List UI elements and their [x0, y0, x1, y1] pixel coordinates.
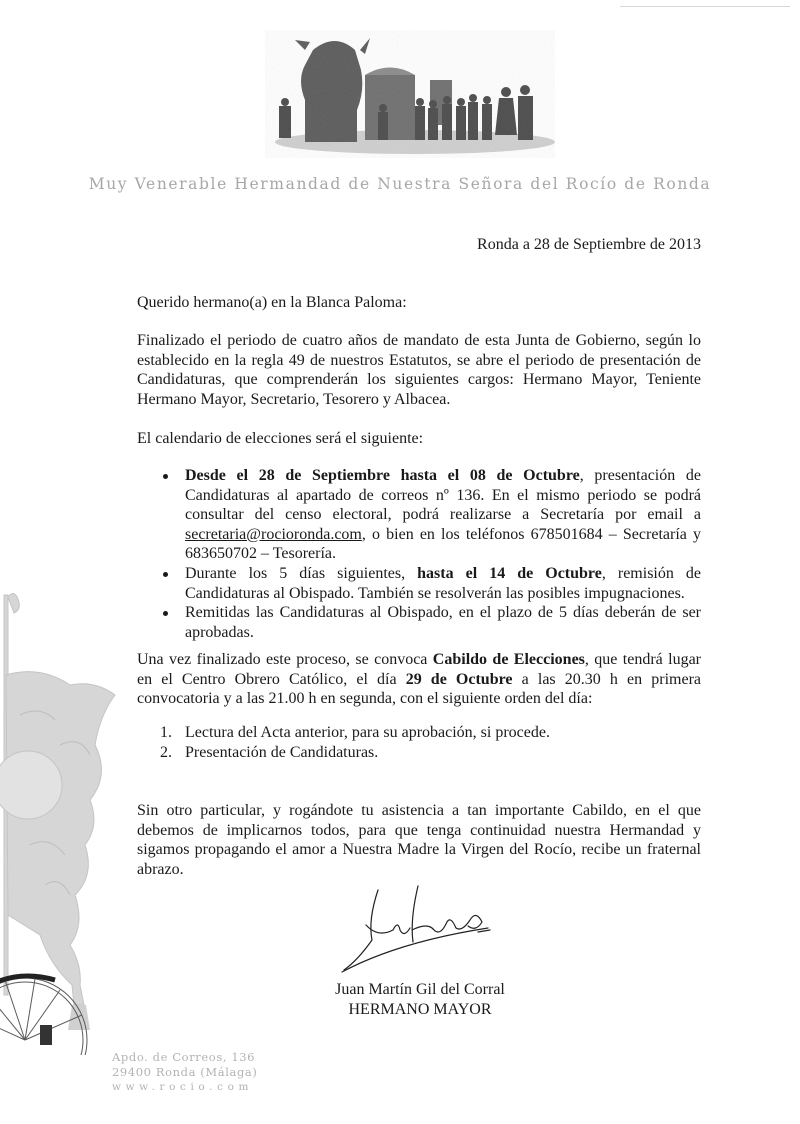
- footer-address: [112, 1050, 257, 1095]
- calendar-dates-bold: hasta el 14 de Octubre: [417, 564, 602, 582]
- text-run: , que tendrá lugar en el Centro Obrero Católico, el día: [137, 651, 702, 688]
- letter-date: Ronda a 28 de Septiembre de 2013: [477, 236, 701, 253]
- calendar-text: Remitidas las Candidaturas al Obispado, en el plazo de 5 días deberán de ser aprobadas.: [185, 604, 701, 641]
- agenda-list: [160, 723, 701, 762]
- agenda-number: 1.: [160, 724, 172, 741]
- agenda-text: Lectura del Acta anterior, para su aprobación, si procede.: [185, 724, 550, 741]
- bullet-icon: [163, 474, 168, 479]
- text-run: Una vez finalizado este proceso, se convoca: [137, 651, 433, 668]
- procession-photo-icon: [265, 30, 555, 158]
- paragraph-closing: Sin otro particular, y rogándote tu asistencia a tan importante Cabildo, en el que debemos de implicarnos todos, para que tenga continuidad nuestra Hermandad y sigamos propagando el amor a Nuestra Madre la Virgen del Rocío, recibe un fraternal abrazo.: [137, 802, 701, 878]
- calendar-text: , o bien en los teléfonos 678501684 – Secretaría y 683650702 – Tesorería.: [185, 525, 701, 563]
- footer-website: www.rocio.com: [112, 1081, 254, 1093]
- footer-city: 29400 Ronda (Málaga): [112, 1065, 258, 1079]
- organization-name: Muy Venerable Hermandad de Nuestra Señora del Rocío de Ronda: [88, 175, 712, 193]
- footer-postal-box: Apdo. de Correos, 136: [112, 1050, 256, 1064]
- calendar-dates-bold: Desde el 28 de Septiembre hasta el 08 de Octubre: [185, 467, 580, 484]
- signer-title: HERMANO MAYOR: [348, 1000, 492, 1018]
- paragraph-cabildo: [137, 650, 701, 709]
- election-calendar-list: [160, 466, 701, 642]
- bullet-icon: [163, 572, 168, 577]
- list-item: [160, 723, 701, 743]
- handwritten-signature-icon: [338, 880, 498, 975]
- list-item: [160, 466, 701, 564]
- calendar-text: , presentación de Candidaturas al apartado de correos nº 136. En el mismo periodo se podrá consultar del censo electoral, podrá realizarse a Secretaría por email a: [185, 467, 701, 524]
- agenda-text: Presentación de Candidaturas.: [185, 743, 379, 761]
- greeting: Querido hermano(a) en la Blanca Paloma:: [137, 294, 407, 311]
- paragraph-intro: Finalizado el periodo de cuatro años de mandato de esta Junta de Gobierno, según lo establecido en la regla 49 de nuestros Estatutos, se abre el periodo de presentación de Candidaturas, que comprenderán los siguientes cargos: Hermano Mayor, Teniente Hermano Mayor, Secretario, Tesorero y Albacea.: [137, 332, 701, 408]
- cabildo-date-bold: 29 de Octubre: [405, 670, 513, 688]
- text-run: a las 20.30 h en primera convocatoria y a las 21.00 h en segunda, con el siguiente orden del día:: [137, 670, 702, 708]
- signer-name: Juan Martín Gil del Corral: [335, 981, 505, 998]
- calendar-text: Durante los 5 días siguientes,: [185, 564, 418, 582]
- agenda-number: 2.: [160, 743, 172, 761]
- list-item: [160, 603, 701, 642]
- email-link[interactable]: secretaria@rocioronda.com: [185, 525, 362, 543]
- calendar-text: , remisión de Candidaturas al Obispado. También se resolverán las posibles impugnaciones.: [185, 564, 701, 602]
- signer-block: [0, 980, 800, 1019]
- list-item: [160, 743, 701, 763]
- bullet-icon: [163, 611, 168, 616]
- scan-edge-line: [620, 6, 790, 7]
- paragraph-calendar-intro: El calendario de elecciones será el siguiente:: [137, 430, 424, 447]
- cabildo-bold: Cabildo de Elecciones: [432, 651, 585, 668]
- list-item: [160, 564, 701, 603]
